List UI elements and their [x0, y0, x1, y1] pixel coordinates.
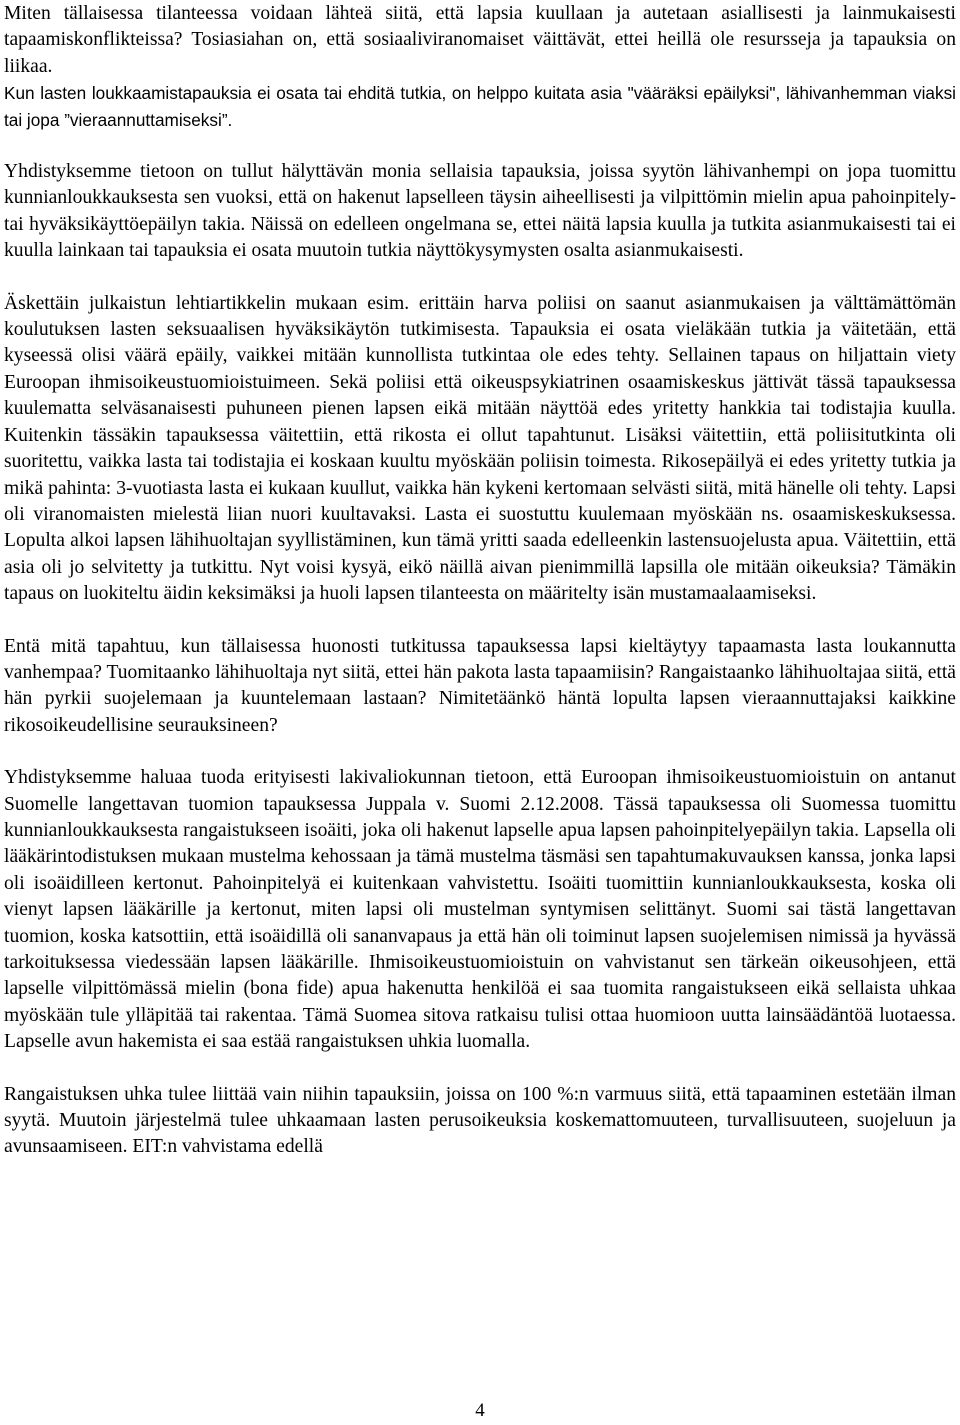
- paragraph-7: Rangaistuksen uhka tulee liittää vain niihin tapauksiin, joissa on 100 %:n varmuus siitä, että tapaaminen estetään ilman syytä. Muutoin järjestelmä tulee uhkaamaan lasten perusoikeuksia koskemattomuuteen, turvallisuuteen, suojeluun ja avunsaamiseen. EIT:n vahvistama edellä: [4, 1083, 956, 1158]
- paragraph-2: Kun lasten loukkaamistapauksia ei osata tai ehditä tutkia, on helppo kuitata asia "vääräksi epäilyksi", lähivanhemman viaksi tai jopa ”vieraannuttamiseksi”.: [4, 83, 956, 130]
- document-page: [4, 0, 956, 1161]
- paragraph-3: Yhdistyksemme tietoon on tullut hälyttävän monia sellaisia tapauksia, joissa syytön lähivanhempi on jopa tuomittu kunnianloukkauksesta sen vuoksi, että on hakenut lapselleen täysin aiheellisesti ja vilpittömin mielin apua pahoinpitely- tai hyväksikäyttöepäilyn takia. Näissä on edelleen ongelmana se, ettei näitä lapsia kuulla ja tutkita asianmukaisesti tai ei kuulla lainkaan tai tapauksia ei osata muutoin tutkia näyttökysymysten osalta asianmukaisesti.: [4, 161, 956, 262]
- page-number: 4: [475, 1400, 485, 1421]
- paragraph-5: Entä mitä tapahtuu, kun tällaisessa huonosti tutkitussa tapauksessa lapsi kieltäytyy tapaamasta lasta loukannutta vanhempaa? Tuomitaanko lähihuoltaja nyt siitä, ettei hän pakota lasta tapaamiisin? Rangaistaanko lähihuoltajaa siitä, että hän pyrkii suojelemaan ja kuuntelemaan lastaan? Nimitetäänkö häntä lopulta lapsen vieraannuttajaksi kaikkine rikosoikeudellisine seurauksineen?: [4, 635, 956, 736]
- paragraph-4: Äskettäin julkaistun lehtiartikkelin mukaan esim. erittäin harva poliisi on saanut asianmukaisen ja välttämättömän koulutuksen lasten seksuaalisen hyväksikäytön tutkimisesta. Tapauksia ei osata vieläkään tutkia ja väitetään, että kyseessä olisi väärä epäily, vaikkei mitään kunnollista tutkintaa ole edes tehty. Sellainen tapaus on hiljattain viety Euroopan ihmisoikeustuomioistuimeen. Sekä poliisi että oikeuspsykiatrinen osaamiskeskus jättivät tässä tapauksessa kuulematta selväsanaisesti puhuneen pienen lapsen eikä mitään näyttöä edes yritetty hankkia tai todistajia kuulla. Kuitenkin tässäkin tapauksessa väitettiin, että rikosta ei ollut tapahtunut. Lisäksi väitettiin, että poliisitutkinta oli suoritettu, vaikka lasta tai todistajia ei koskaan kuultu myöskään poliisin toimesta. Rikosepäilyä ei edes yritetty tutkia ja mikä pahinta: 3-vuotiasta lasta ei kukaan kuullut, vaikka hän kykeni kertomaan selvästi siitä, mitä hänelle oli tehty. Lapsi oli viranomaisten mielestä liian nuori kuultavaksi. Lasta ei suostuttu kuulemaan myöskään ns. osaamiskeskuksessa. Lopulta alkoi lapsen lähihuoltajan syyllistäminen, kun tämä yritti saada edelleenkin lastensuojelusta apua. Väitettiin, että asia oli jo selvitetty ja tutkittu. Nyt voisi kysyä, eikö näillä aivan pienimmillä lapsilla ole mitään oikeuksia? Tämäkin tapaus on luokiteltu äidin keksimäksi ja huoli lapsen tilanteesta on määritelty isän mustamaalaamiseksi.: [4, 292, 956, 605]
- paragraph-6: Yhdistyksemme haluaa tuoda erityisesti lakivaliokunnan tietoon, että Euroopan ihmisoikeustuomioistuin on antanut Suomelle langettavan tuomion tapauksessa Juppala v. Suomi 2.12.2008. Tässä tapauksessa oli Suomessa tuomittu kunnianloukkauksesta rangaistukseen isoäiti, joka oli hakenut lapselle apua lapsen pahoinpitelyepäilyn takia. Lapsella oli lääkärintodistuksen mukaan mustelma kehossaan ja tämä mustelma täsmäsi sen tapahtumakuvauksen kanssa, jonka lapsi oli isoäidilleen kertonut. Pahoinpitelyä ei kuitenkaan vahvistettu. Isoäiti tuomittiin kunnianloukkauksesta, koska oli vienyt lapsen lääkärille ja kertonut, miten lapsi oli mustelman syntymisen selittänyt. Suomi sai tästä langettavan tuomion, koska katsottiin, että isoäidillä oli sananvapaus ja että hän oli toiminut lapsen suojelemisen nimissä ja hyvässä tarkoituksessa viedessään lapsen lääkärille. Ihmisoikeustuomioistuin on vahvistanut sen tärkeän oikeusohjeen, että lapselle vilpittömässä mielin (bona fide) apua hakenutta henkilöä ei saa tuomita rangaistukseen eikä sellaista uhkaa myöskään tule ylläpitää tai rakentaa. Tämä Suomea sitova ratkaisu tulisi ottaa huomioon uutta lainsäädäntöä luotaessa. Lapselle avun hakemista ei saa estää rangaistuksen uhkia luomalla.: [4, 767, 956, 1053]
- paragraph-1: Miten tällaisessa tilanteessa voidaan lähteä siitä, että lapsia kuullaan ja autetaan asiallisesti ja lainmukaisesti tapaamiskonflikteissa? Tosiasiahan on, että sosiaaliviranomaiset väittävät, ettei heillä ole resursseja ja tapauksia on liikaa.: [4, 3, 956, 77]
